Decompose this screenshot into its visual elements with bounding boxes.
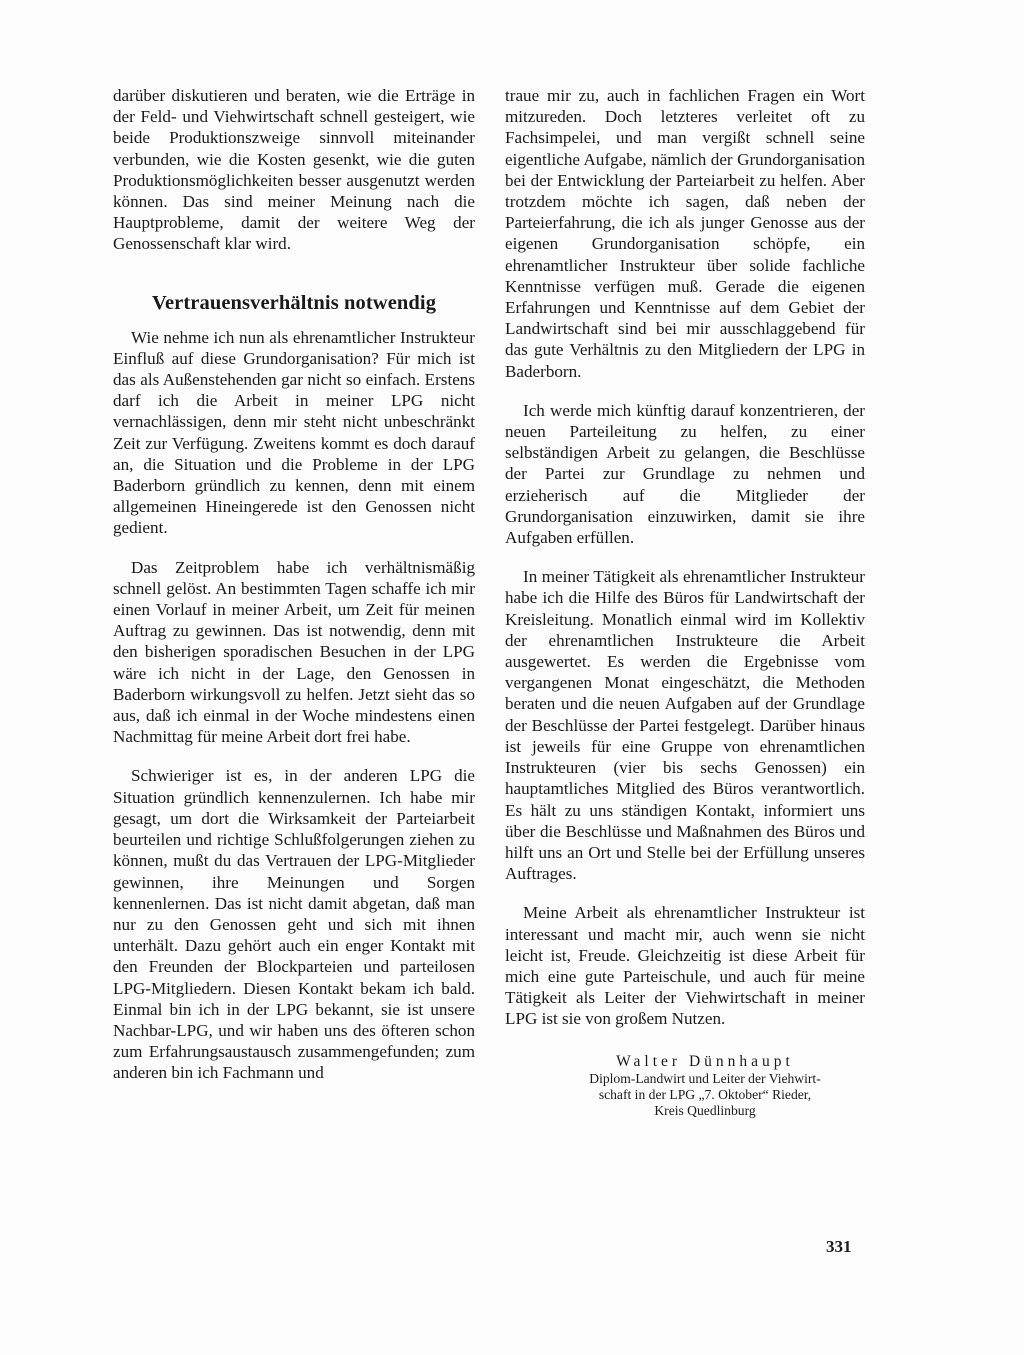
right-paragraph-3: In meiner Tätigkeit als ehrenamtlicher Instrukteur habe ich die Hilfe des Büros für Landwirtschaft der Kreisleitung. Monatlich einmal wird im Kollektiv der ehrenamtlichen Instrukteure die Arbeit ausgewertet. Es werden die Ergebnisse vom vergangenen Monat eingeschätzt, die Methoden beraten und die neuen Aufgaben auf der Grundlage der Beschlüsse der Partei festgelegt. Darüber hinaus ist jeweils für eine Gruppe von ehrenamtlichen Instrukteuren (vier bis sechs Genossen) ein hauptamtliches Mitglied des Büros verantwortlich. Es hält zu uns ständigen Kontakt, informiert uns über die Beschlüsse und Maßnahmen des Büros und hilft uns an Ort und Stelle bei der Erfüllung unseres Auftrages.	[505, 567, 865, 884]
right-column	[505, 85, 865, 1119]
left-paragraph-3: Das Zeitproblem habe ich verhältnismäßig schnell gelöst. An bestimmten Tagen schaffe ich mir einen Vorlauf in meiner Arbeit, um Zeit für meinen Auftrag zu gewinnen. Das ist notwendig, denn mit den bisherigen sporadischen Besuchen in der LPG wäre ich nicht in der Lage, den Genossen in Baderborn wirkungsvoll zu helfen. Jetzt sieht das so aus, daß ich einmal in der Woche mindestens einen Nachmittag für meine Arbeit dort frei habe.	[113, 557, 475, 747]
author-description-line-3: Kreis Quedlinburg	[654, 1102, 756, 1118]
page-number: 331	[826, 1237, 852, 1256]
author-signature	[505, 1052, 865, 1119]
section-heading: Vertrauensverhältnis notwendig	[151, 291, 437, 314]
author-name: Walter Dünnhaupt	[616, 1052, 794, 1070]
author-description-line-2: schaft in der LPG „7. Oktober“ Rieder,	[598, 1086, 812, 1102]
right-paragraph-4: Meine Arbeit als ehrenamtlicher Instrukteur ist interessant und macht mir, auch wenn sie nicht leicht ist, Freude. Gleichzeitig ist diese Arbeit für mich eine gute Parteischule, und auch für meine Tätigkeit als Leiter der Viehwirtschaft in meiner LPG ist sie von großem Nutzen.	[505, 903, 865, 1029]
author-description-line-1: Diplom-Landwirt und Leiter der Viehwirt-	[589, 1070, 821, 1086]
right-paragraph-2: Ich werde mich künftig darauf konzentrieren, der neuen Parteileitung zu helfen, zu einer selbständigen Arbeit zu gelangen, die Beschlüsse der Partei zur Grundlage zu nehmen und erzieherisch auf die Mitglieder der Grundorganisation einzuwirken, damit sie ihre Aufgaben erfüllen.	[505, 400, 865, 548]
right-paragraph-1: traue mir zu, auch in fachlichen Fragen ein Wort mitzureden. Doch letzteres verleitet oft zu Fachsimpelei, und man vergißt schnell seine eigentliche Aufgabe, nämlich der Grundorganisation bei der Entwicklung der Parteiarbeit zu helfen. Aber trotzdem möchte ich sagen, daß neben der Parteierfahrung, die ich als junger Genosse aus der eigenen Grundorganisation schöpfe, ein ehrenamtlicher Instrukteur über solide fachliche Kenntnisse verfügen muß. Gerade die eigenen Erfahrungen und Kenntnisse auf dem Gebiet der Landwirtschaft sind bei mir ausschlaggebend für das gute Verhältnis zu den Mitgliedern der LPG in Baderborn.	[505, 86, 865, 381]
left-paragraph-1: darüber diskutieren und beraten, wie die Erträge in der Feld- und Viehwirtschaft schnell gesteigert, wie beide Produktionszweige sinnvoll miteinander verbunden, wie die Kosten gesenkt, wie die guten Produktionsmöglichkeiten besser ausgenutzt werden können. Das sind meiner Meinung nach die Hauptprobleme, damit der weitere Weg der Genossenschaft klar wird.	[113, 86, 475, 254]
left-paragraph-2: Wie nehme ich nun als ehrenamtlicher Instrukteur Einfluß auf diese Grundorganisation? Für mich ist das als Außenstehenden gar nicht so einfach. Erstens darf ich die Arbeit in meiner LPG nicht vernachlässigen, denn mir steht nicht unbeschränkt Zeit zur Verfügung. Zweitens kommt es doch darauf an, die Situation und die Probleme in der LPG Baderborn gründlich zu kennen, denn mit einem allgemeinen Hineingerede ist den Genossen nicht gedient.	[113, 327, 475, 538]
left-paragraph-4: Schwieriger ist es, in der anderen LPG die Situation gründlich kennenzulernen. Ich habe mir gesagt, um dort die Wirksamkeit der Parteiarbeit beurteilen und richtige Schlußfolgerungen ziehen zu können, mußt du das Vertrauen der LPG-Mitglieder gewinnen, ihre Meinungen und Sorgen kennenlernen. Das ist nicht damit abgetan, daß man nur zu den Genossen geht und sich mit ihnen unterhält. Dazu gehört auch ein enger Kontakt mit den Freunden der Blockparteien und parteilosen LPG-Mitgliedern. Diesen Kontakt bekam ich bald. Einmal bin ich in der LPG bekannt, sie ist unsere Nachbar-LPG, und wir haben uns des öfteren schon zum Erfahrungsaustausch zusammengefunden; zum anderen bin ich Fachmann und	[113, 766, 475, 1083]
left-column	[113, 85, 475, 1084]
